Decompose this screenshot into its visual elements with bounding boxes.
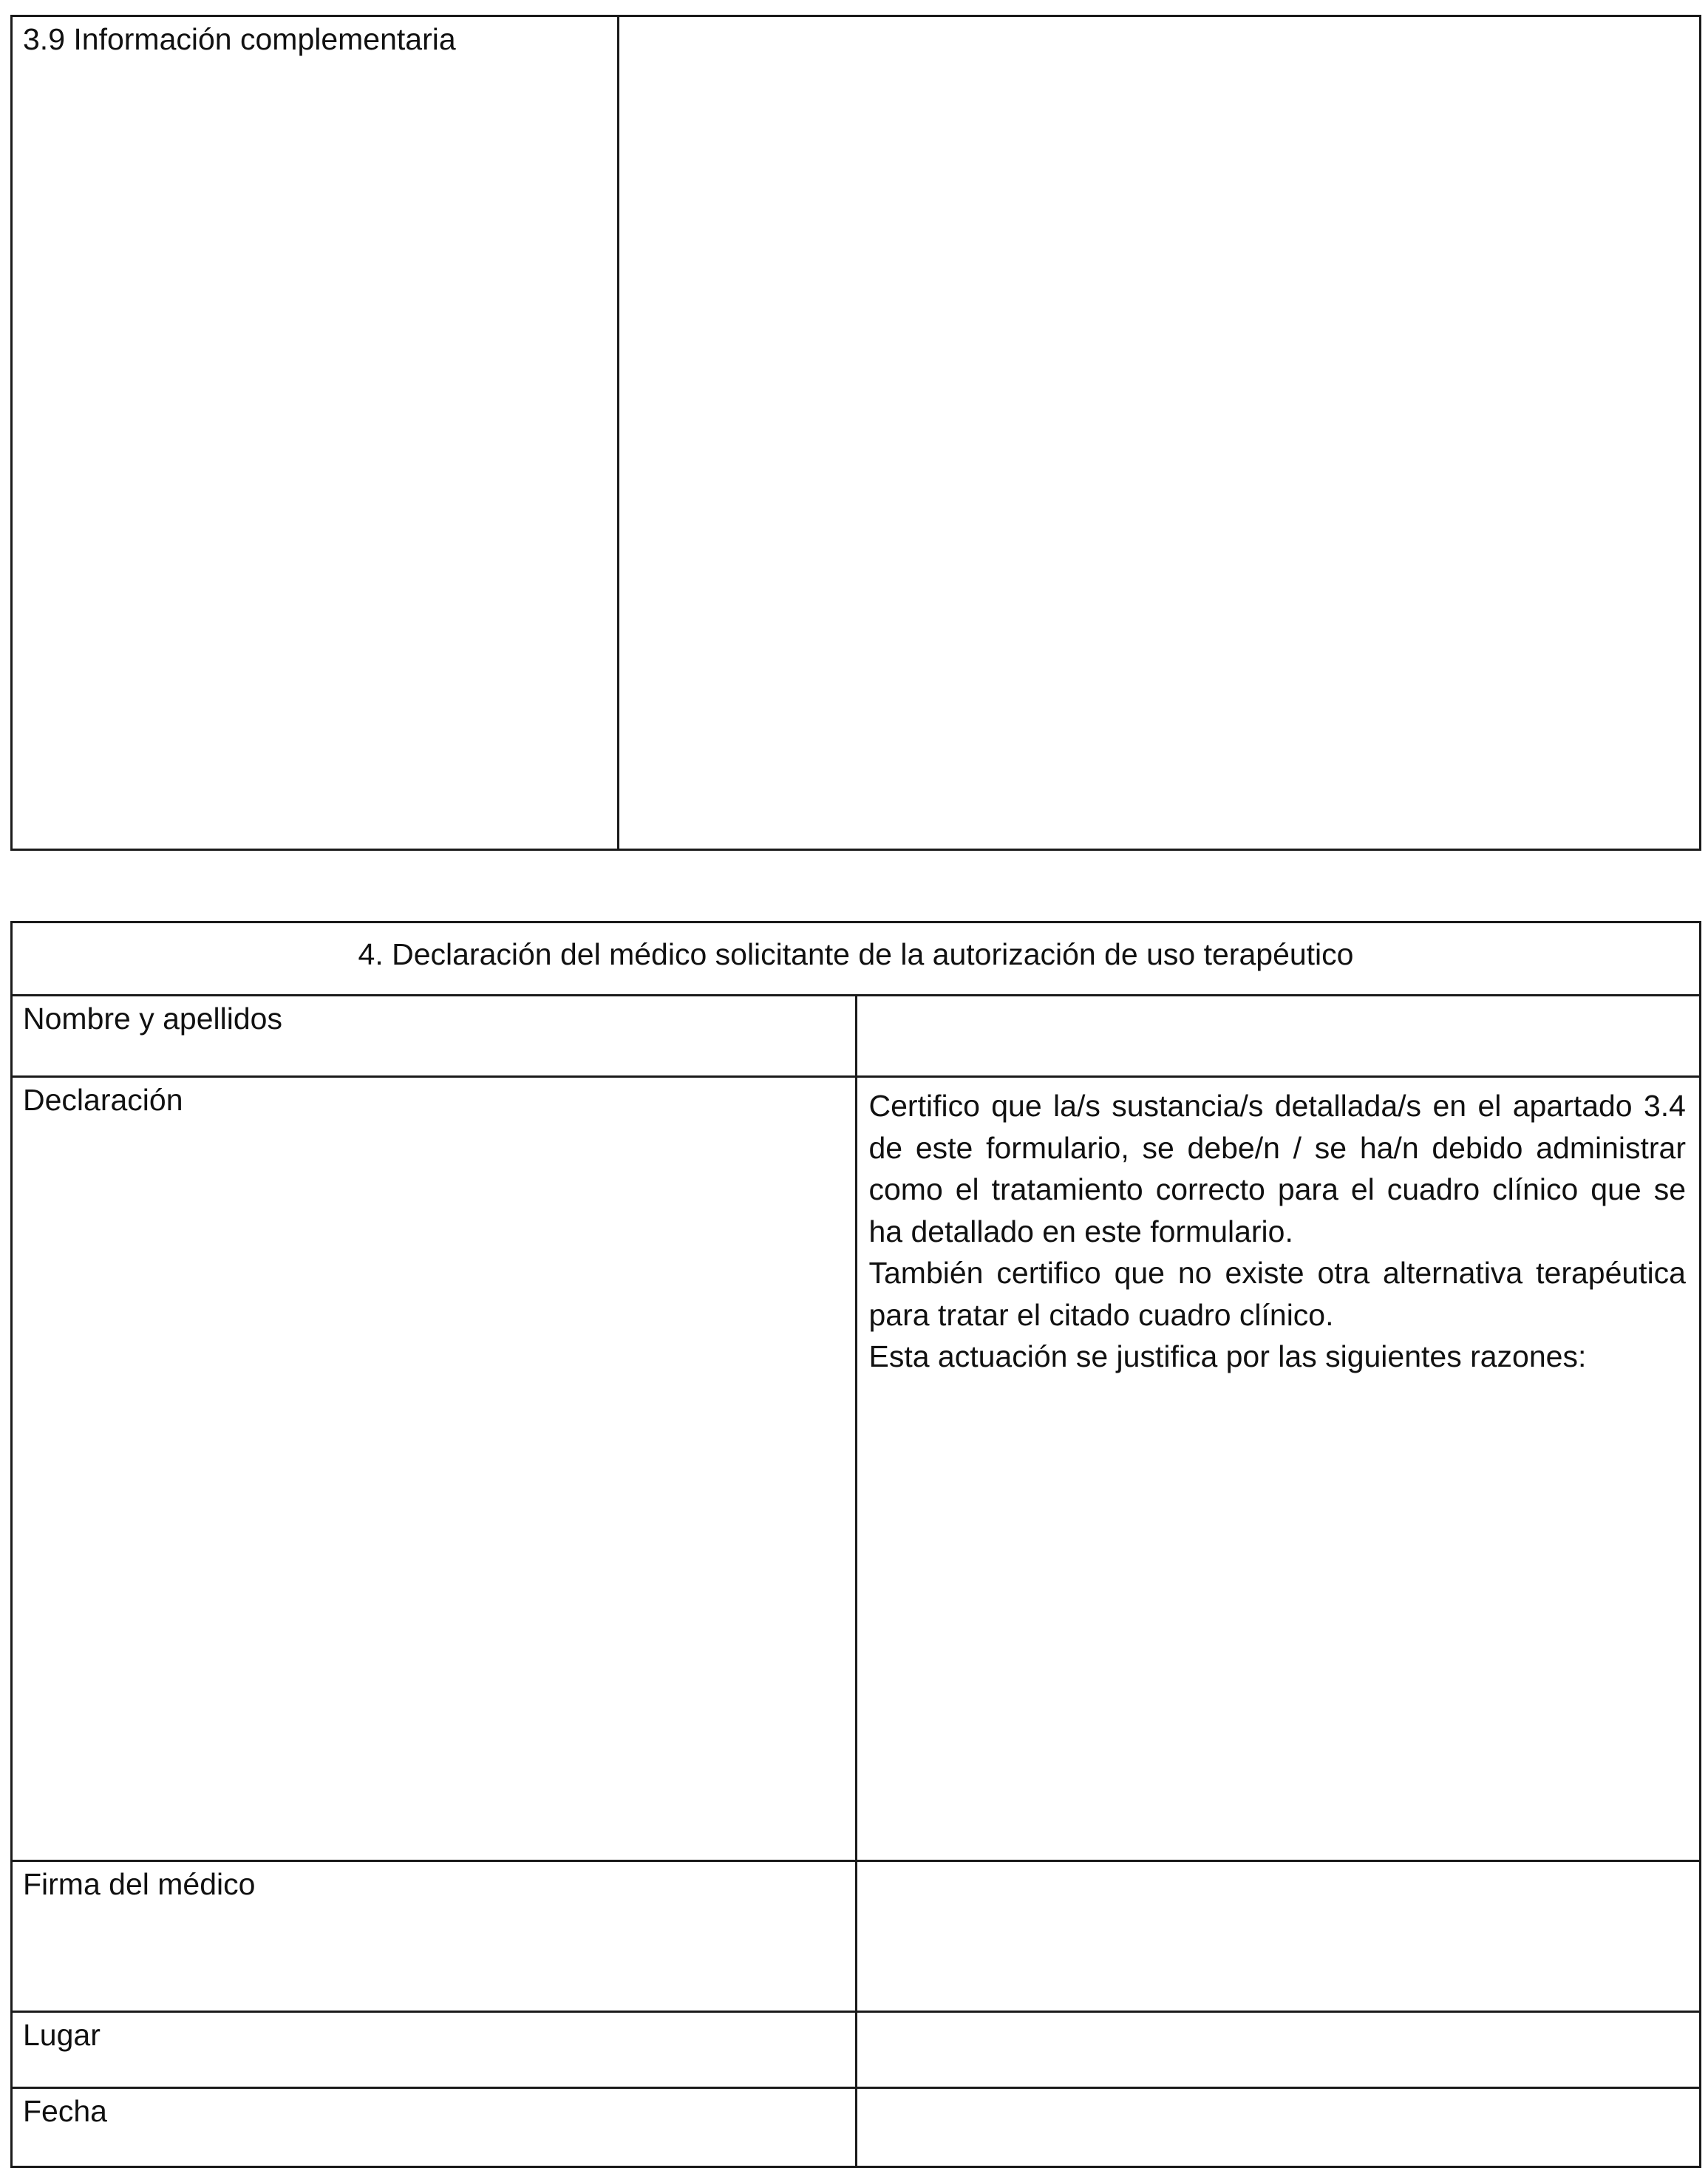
complementary-info-label-cell bbox=[12, 16, 619, 850]
date-label-cell bbox=[12, 2088, 857, 2167]
declaration-header-row bbox=[12, 922, 1701, 996]
declaration-paragraph-3: Esta actuación se justifica por las siguientes razones: bbox=[868, 1339, 1587, 1374]
declaration-paragraph-2: También certifico que no existe otra alternativa terapéutica para tratar el citado cuadro clínico. bbox=[868, 1256, 1686, 1332]
declaration-label: Declaración bbox=[23, 1083, 183, 1117]
date-field[interactable] bbox=[856, 2088, 1701, 2167]
declaration-text bbox=[857, 1078, 1700, 1378]
complementary-info-label: 3.9 Información complementaria bbox=[23, 22, 456, 56]
declaration-section-title: 4. Declaración del médico solicitante de la autorización de uso terapéutico bbox=[358, 937, 1354, 971]
signature-field[interactable] bbox=[856, 1861, 1701, 2012]
place-row bbox=[12, 2012, 1701, 2088]
signature-label-cell bbox=[12, 1861, 857, 2012]
signature-row bbox=[12, 1861, 1701, 2012]
declaration-header-cell bbox=[12, 922, 1701, 996]
physician-declaration-table bbox=[10, 921, 1701, 2168]
complementary-info-row bbox=[12, 16, 1701, 850]
name-label-cell bbox=[12, 996, 857, 1077]
place-label: Lugar bbox=[23, 2018, 101, 2052]
declaration-row bbox=[12, 1077, 1701, 1861]
name-field[interactable] bbox=[856, 996, 1701, 1077]
place-label-cell bbox=[12, 2012, 857, 2088]
date-row bbox=[12, 2088, 1701, 2167]
complementary-info-field[interactable] bbox=[619, 16, 1701, 850]
name-label: Nombre y apellidos bbox=[23, 1002, 282, 1036]
declaration-paragraph-1: Certifico que la/s sustancia/s detallada/s en el apartado 3.4 de este formulario, se debe/n / se ha/n debido administrar como el tratamiento correcto para el cuadro clínico que se ha detallado en este formulario. bbox=[868, 1089, 1686, 1248]
complementary-info-table bbox=[10, 15, 1701, 851]
signature-label: Firma del médico bbox=[23, 1867, 256, 1901]
name-row bbox=[12, 996, 1701, 1077]
date-label: Fecha bbox=[23, 2094, 107, 2128]
declaration-text-cell[interactable] bbox=[856, 1077, 1701, 1861]
place-field[interactable] bbox=[856, 2012, 1701, 2088]
declaration-label-cell bbox=[12, 1077, 857, 1861]
